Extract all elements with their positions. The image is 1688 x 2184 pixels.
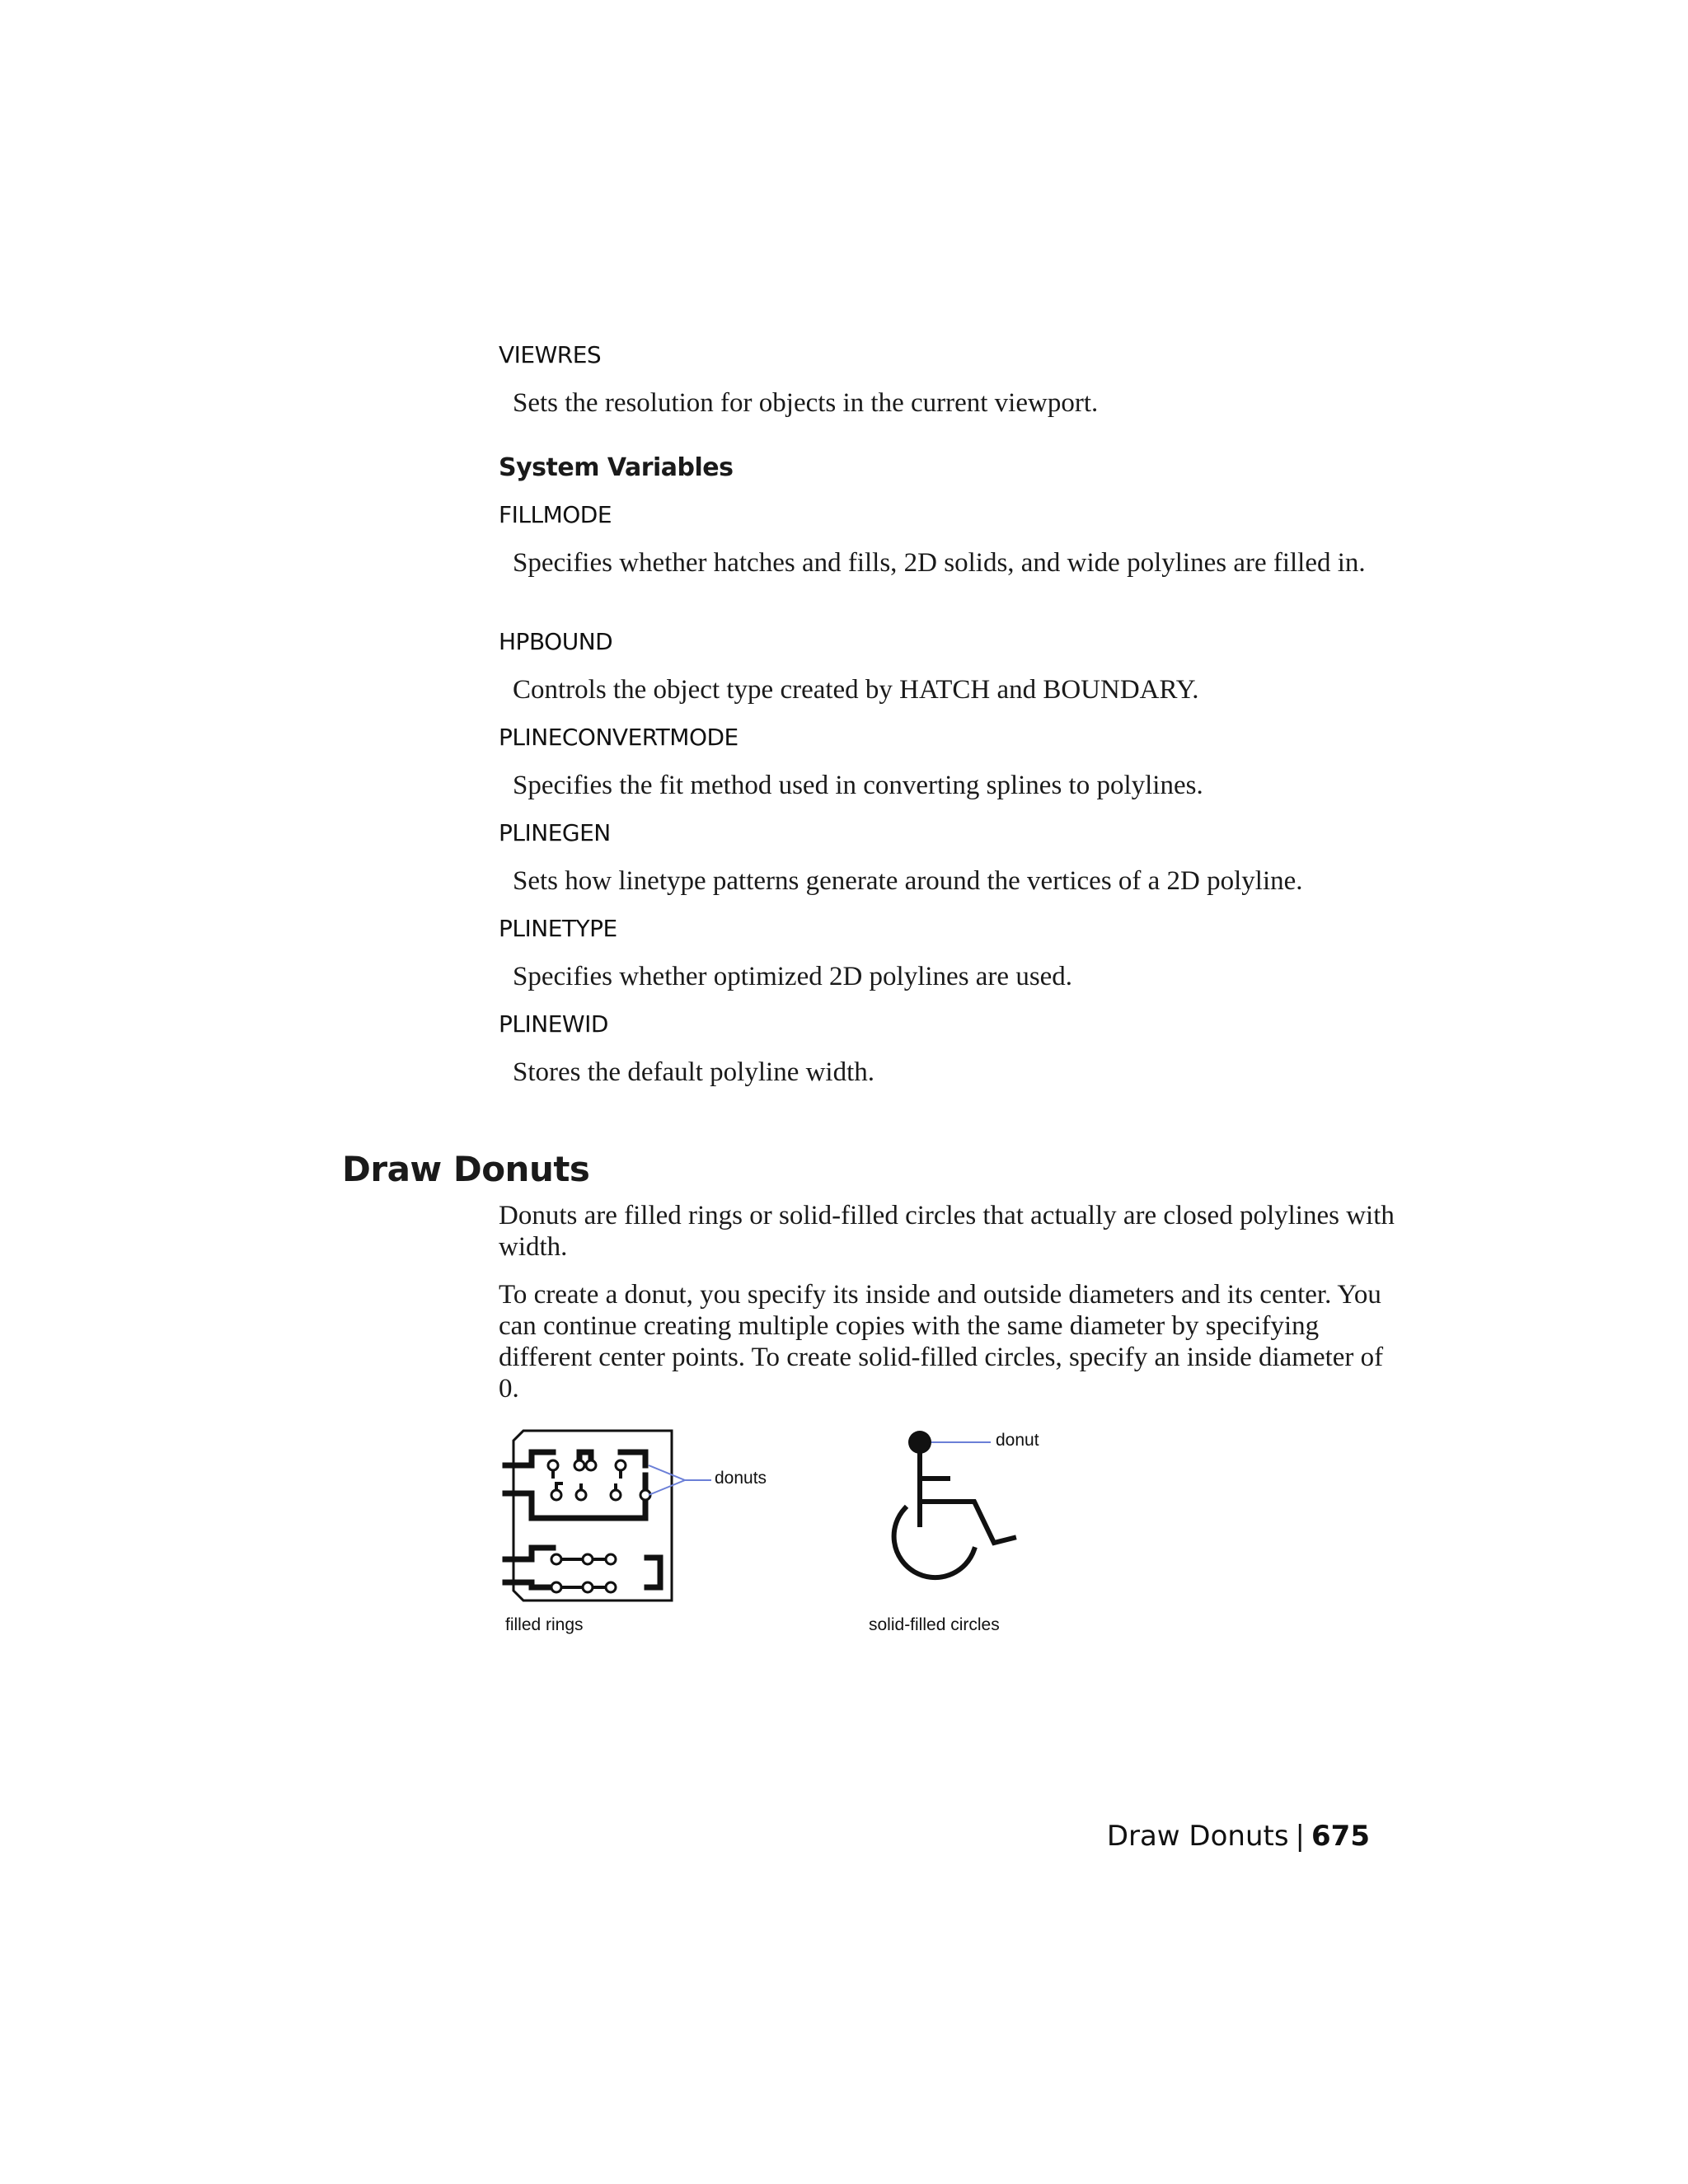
donut-callout-label: donut [996, 1431, 1039, 1450]
command-description: Sets the resolution for objects in the current viewport. [513, 388, 1099, 418]
filled-rings-caption: filled rings [505, 1615, 584, 1634]
sysvar-name: HPBOUND [499, 628, 613, 655]
page-number: 675 [1311, 1820, 1370, 1853]
system-variables-heading: System Variables [499, 453, 734, 482]
donuts-callout-label: donuts [715, 1469, 767, 1488]
section-paragraph: To create a donut, you specify its inside and outside diameters and its center. You can continue creating multiple copies with the same diameter by specifying different center points. To create solid-filled circles, specify an inside diameter of 0. [499, 1280, 1384, 1404]
sysvar-description: Specifies the fit method used in converting splines to polylines. [513, 771, 1203, 800]
sysvar-name: PLINECONVERTMODE [499, 724, 738, 751]
sysvar-name: PLINEGEN [499, 819, 611, 846]
sysvar-name: PLINEWID [499, 1010, 608, 1038]
section-title: Draw Donuts [342, 1149, 590, 1189]
solid-filled-circles-figure [857, 1426, 1104, 1657]
page-footer [1107, 1820, 1370, 1853]
sysvar-name: PLINETYPE [499, 915, 617, 942]
section-paragraph: Donuts are filled rings or solid-filled circles that actually are closed polylines with width. [499, 1201, 1395, 1262]
filled-rings-figure [499, 1426, 828, 1657]
sysvar-description: Stores the default polyline width. [513, 1057, 875, 1087]
sysvar-description: Controls the object type created by HATCH and BOUNDARY. [513, 675, 1199, 705]
footer-separator: | [1295, 1820, 1306, 1853]
sysvar-description: Sets how linetype patterns generate around the vertices of a 2D polyline. [513, 866, 1303, 896]
sysvar-name: FILLMODE [499, 501, 612, 528]
sysvar-description: Specifies whether hatches and fills, 2D solids, and wide polylines are filled in. [513, 548, 1366, 578]
sysvar-description: Specifies whether optimized 2D polylines are used. [513, 962, 1073, 991]
command-name: VIEWRES [499, 341, 602, 368]
footer-title: Draw Donuts [1106, 1820, 1289, 1853]
solid-filled-circles-caption: solid-filled circles [869, 1615, 1000, 1634]
